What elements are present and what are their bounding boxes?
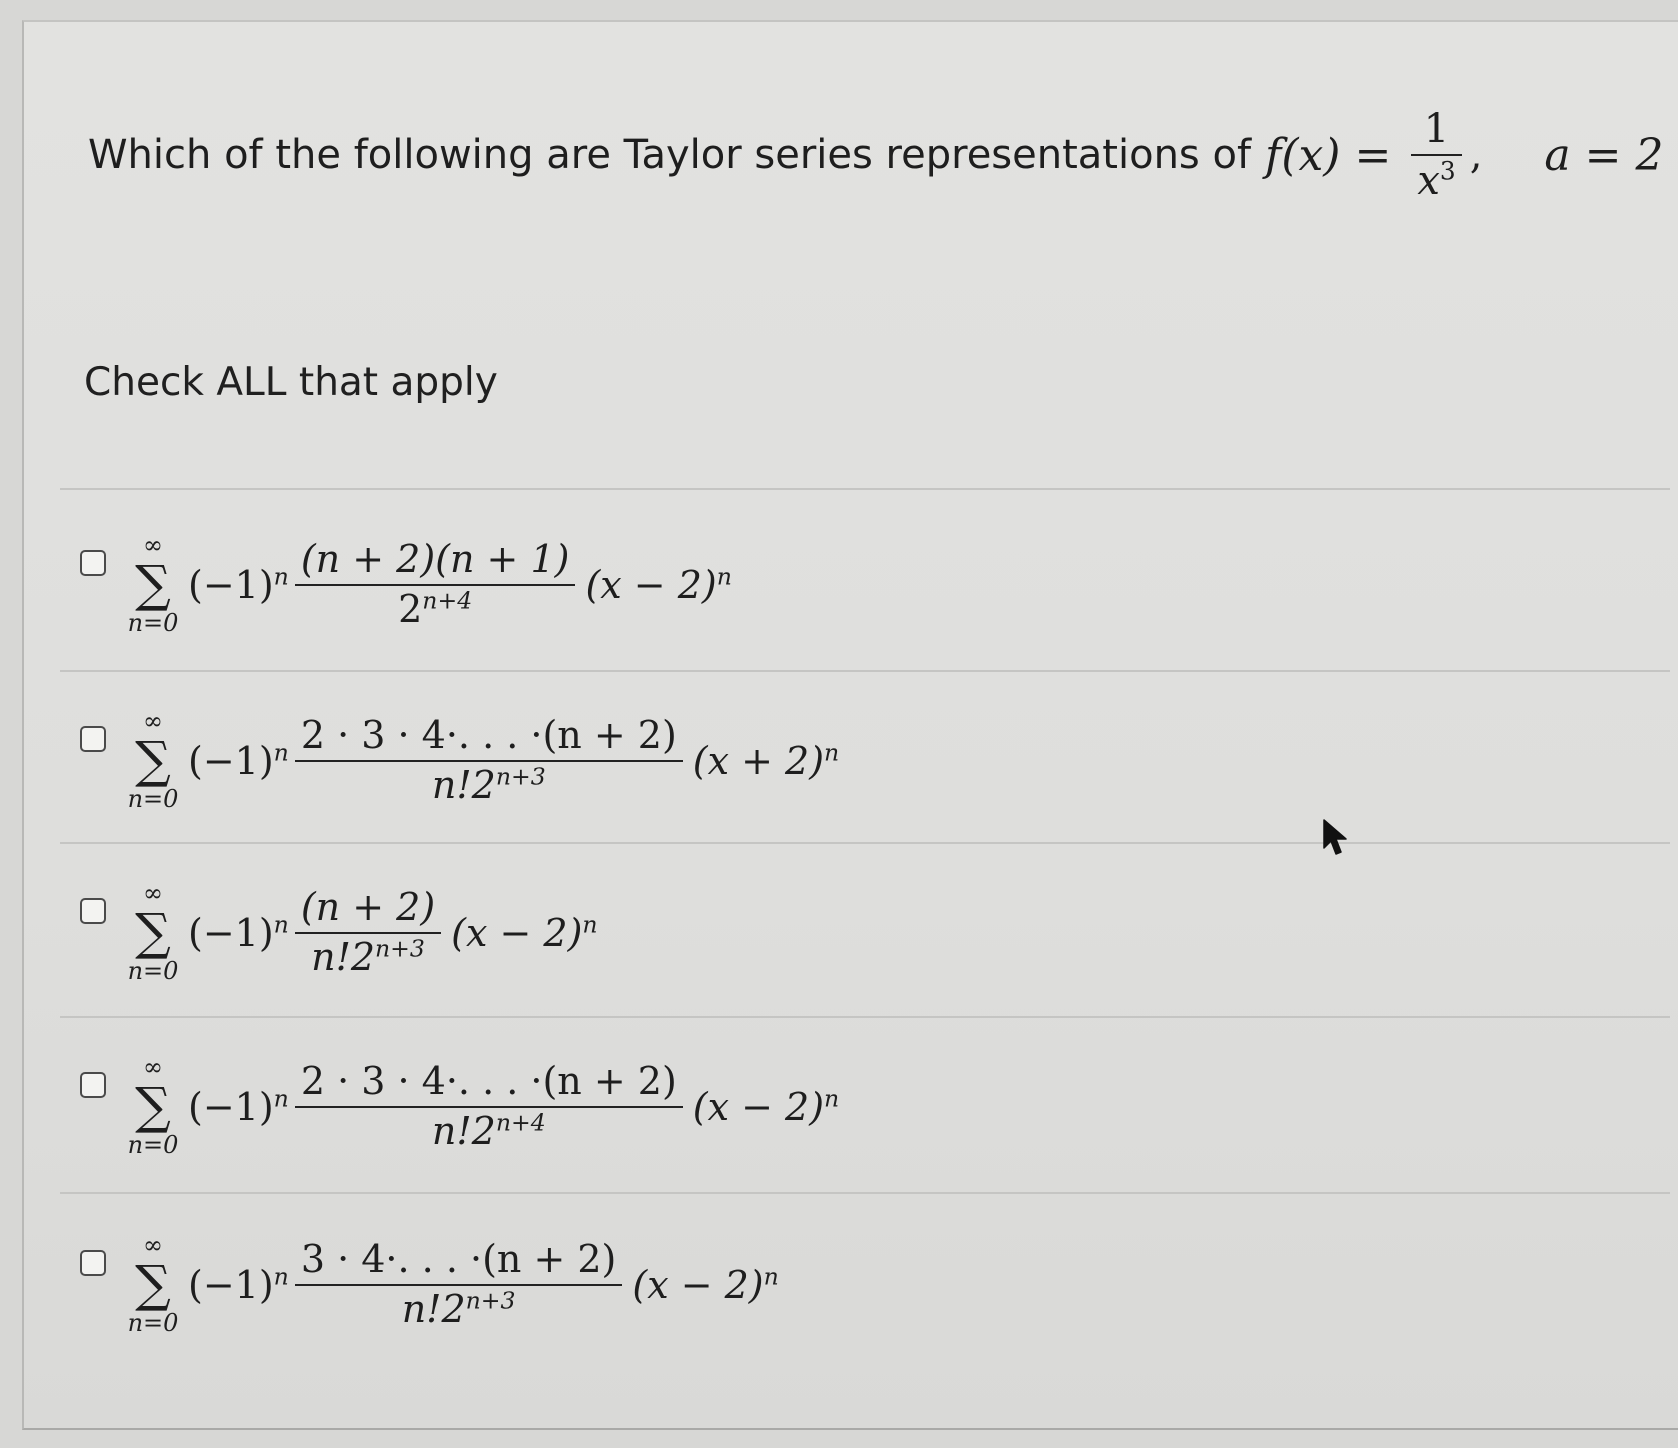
coefficient-denominator (305, 934, 431, 979)
coefficient-denominator (426, 762, 552, 807)
option-3[interactable] (80, 858, 1380, 1008)
sum-lower-limit: n=0 (127, 608, 179, 637)
sigma-symbol: ∑ (135, 554, 171, 613)
coefficient-denominator (396, 1286, 522, 1331)
power-base: (x + 2) (692, 738, 825, 783)
sign-base: (−1) (188, 1084, 274, 1129)
option-2-checkbox[interactable] (80, 726, 106, 752)
mouse-pointer-icon (1320, 818, 1350, 858)
option-4-checkbox[interactable] (80, 1072, 106, 1098)
divider (60, 842, 1670, 844)
summation (120, 878, 186, 986)
sign-base: (−1) (188, 738, 274, 783)
option-4-formula (120, 1052, 840, 1160)
summation (120, 530, 186, 638)
denominator-base: 2 (398, 586, 423, 631)
denominator-exponent: n+3 (375, 934, 425, 963)
option-1-formula (120, 530, 732, 638)
summation (120, 1052, 186, 1160)
center-value: a = 2 (1544, 129, 1664, 181)
fraction-bar (295, 1106, 683, 1108)
coefficient-fraction (295, 887, 441, 979)
sum-lower-limit: n=0 (127, 956, 179, 985)
denominator-base: n!2 (431, 762, 496, 807)
denominator-exponent: n+4 (495, 1108, 546, 1137)
coefficient-numerator: 2 · 3 · 4·. . . ·(n + 2) (300, 1059, 677, 1104)
option-1[interactable] (80, 510, 1380, 660)
divider (60, 1192, 1670, 1194)
comma: , (1469, 132, 1483, 178)
option-1-checkbox[interactable] (80, 550, 106, 576)
sum-lower-limit: n=0 (127, 1130, 179, 1159)
function-lhs: f(x) (1265, 129, 1341, 181)
coefficient-denominator (426, 1108, 552, 1153)
denominator-exponent: 3 (1439, 156, 1456, 186)
sum-upper-limit: ∞ (143, 530, 163, 559)
power-term (585, 563, 731, 607)
sum-lower-limit: n=0 (127, 784, 179, 813)
equals-sign: = (1354, 129, 1392, 181)
function-numerator: 1 (1423, 106, 1450, 152)
power-exponent: n (763, 1262, 779, 1291)
fraction-bar (295, 1284, 623, 1286)
sign-exponent: n (273, 738, 289, 767)
question-text: Which of the following are Taylor series representations of (88, 132, 1252, 178)
divider (60, 488, 1670, 490)
coefficient-numerator: (n + 2) (300, 885, 436, 930)
denominator-exponent: n+4 (422, 586, 473, 615)
denominator-exponent: n+3 (495, 762, 546, 791)
sign-base: (−1) (188, 562, 274, 607)
option-3-checkbox[interactable] (80, 898, 106, 924)
sign-term (188, 739, 289, 783)
sign-term (188, 911, 289, 955)
power-base: (x − 2) (451, 910, 583, 955)
denominator-base: n!2 (431, 1108, 496, 1153)
option-3-formula (120, 878, 598, 986)
option-5-checkbox[interactable] (80, 1250, 106, 1276)
sum-upper-limit: ∞ (143, 1052, 163, 1081)
coefficient-fraction (295, 1061, 683, 1153)
option-5-formula (120, 1230, 779, 1338)
summation (120, 1230, 186, 1338)
instruction-text: Check ALL that apply (84, 360, 498, 405)
power-base: (x − 2) (692, 1084, 825, 1129)
divider (60, 1016, 1670, 1018)
power-base: (x − 2) (585, 562, 717, 607)
divider (60, 670, 1670, 672)
sum-upper-limit: ∞ (143, 706, 163, 735)
denominator-exponent: n+3 (465, 1286, 516, 1315)
power-exponent: n (716, 562, 732, 591)
sigma-symbol: ∑ (135, 1076, 171, 1135)
option-2-formula (120, 706, 840, 814)
sign-term (188, 1085, 289, 1129)
power-exponent: n (824, 1084, 840, 1113)
power-term (451, 911, 597, 955)
coefficient-fraction (295, 715, 683, 807)
power-term (632, 1263, 778, 1307)
coefficient-fraction (295, 1239, 623, 1331)
power-exponent: n (582, 910, 598, 939)
coefficient-fraction (295, 539, 576, 631)
sign-term (188, 563, 289, 607)
coefficient-numerator: 2 · 3 · 4·. . . ·(n + 2) (300, 713, 677, 758)
sign-exponent: n (273, 1262, 289, 1291)
option-2[interactable] (80, 686, 1380, 836)
sum-upper-limit: ∞ (143, 878, 163, 907)
sigma-symbol: ∑ (135, 730, 171, 789)
sum-lower-limit: n=0 (127, 1308, 179, 1337)
denominator-base: n!2 (311, 934, 376, 979)
sign-base: (−1) (188, 1262, 274, 1307)
sign-exponent: n (273, 910, 289, 939)
sigma-symbol: ∑ (135, 1254, 171, 1313)
sign-exponent: n (273, 562, 289, 591)
option-5[interactable] (80, 1210, 1380, 1360)
power-exponent: n (824, 738, 840, 767)
summation (120, 706, 186, 814)
function-fraction (1411, 107, 1461, 203)
power-term (693, 1085, 839, 1129)
sigma-symbol: ∑ (135, 902, 171, 961)
denominator-base: x (1417, 158, 1440, 204)
denominator-base: n!2 (401, 1286, 466, 1331)
sign-base: (−1) (188, 910, 274, 955)
coefficient-numerator: (n + 2)(n + 1) (300, 537, 570, 582)
sum-upper-limit: ∞ (143, 1230, 163, 1259)
fraction-bar (295, 760, 683, 762)
coefficient-numerator: 3 · 4·. . . ·(n + 2) (300, 1237, 617, 1282)
power-term (693, 739, 839, 783)
sign-exponent: n (273, 1084, 289, 1113)
question-prompt (88, 95, 1668, 215)
sign-term (188, 1263, 289, 1307)
power-base: (x − 2) (632, 1262, 764, 1307)
option-4[interactable] (80, 1032, 1380, 1182)
function-denominator (1411, 156, 1461, 204)
coefficient-denominator (392, 586, 478, 631)
